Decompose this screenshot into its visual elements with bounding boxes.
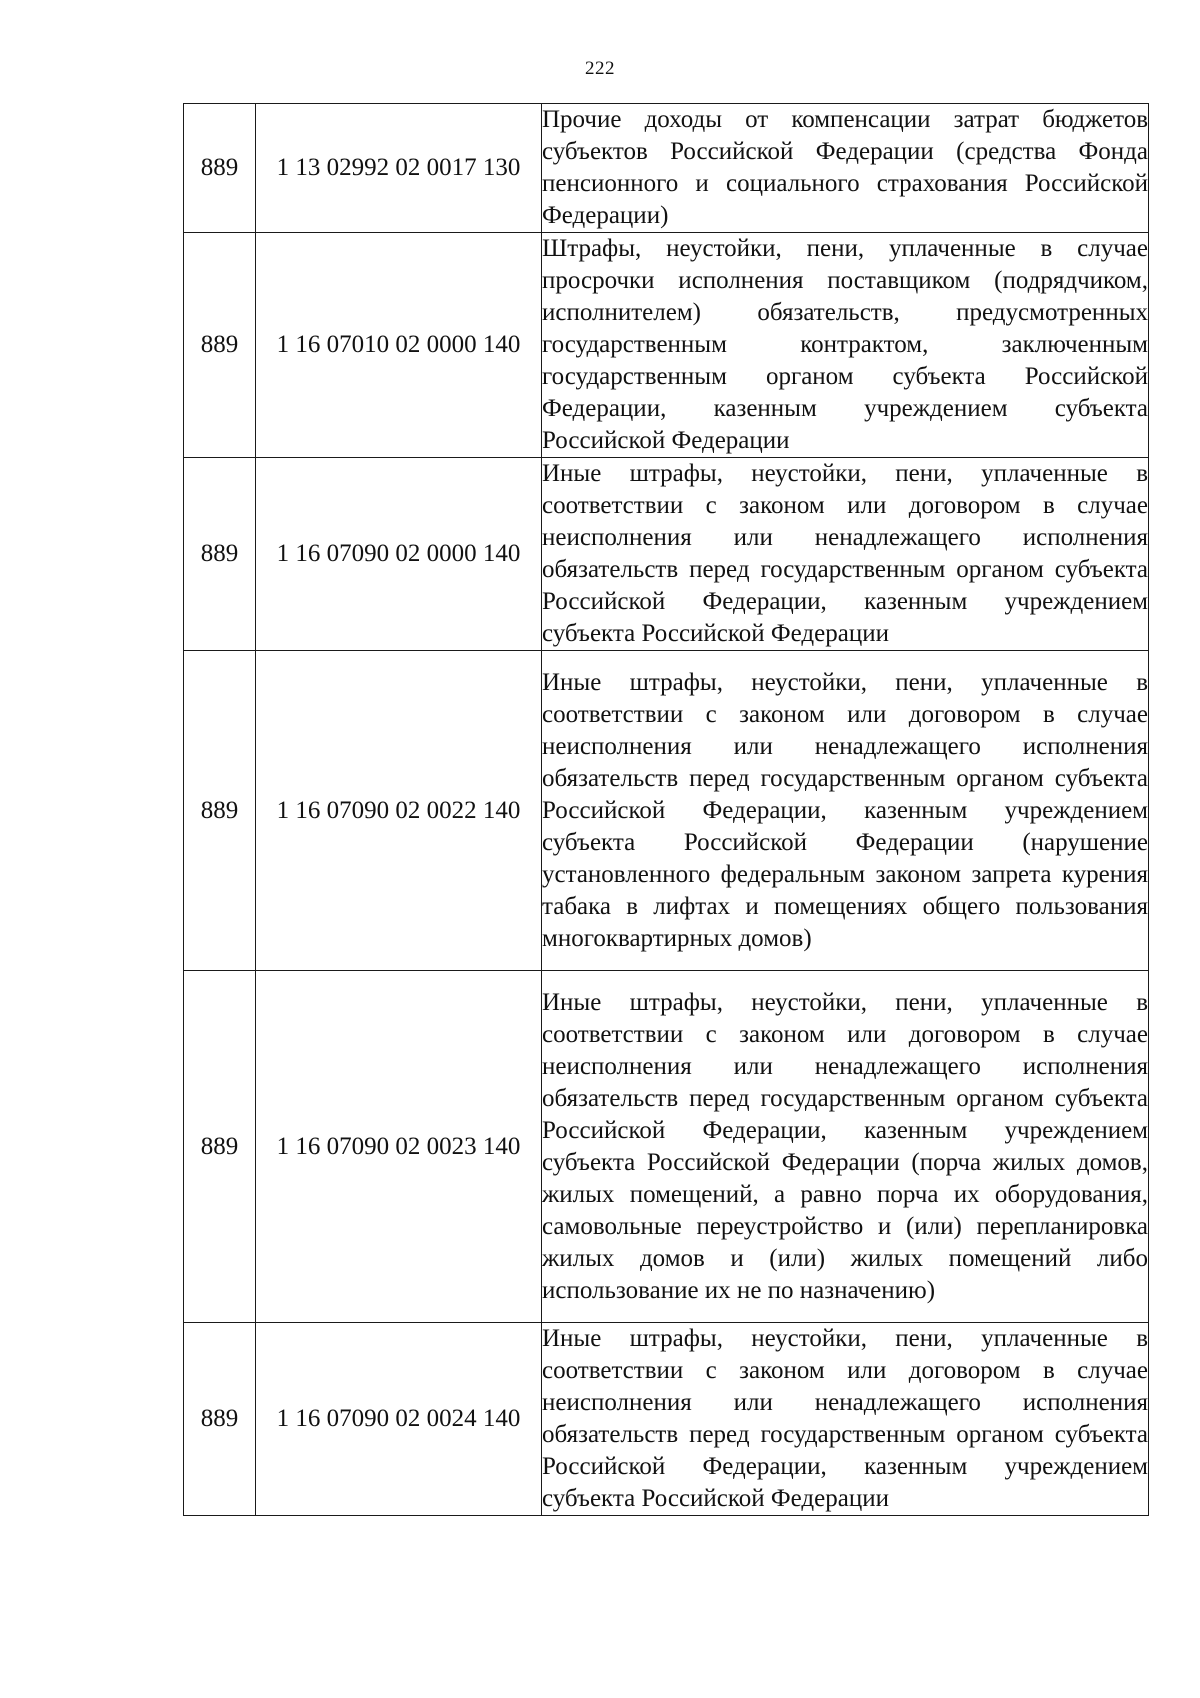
description-text: Прочие доходы от компенсации затрат бюджетов субъектов Российской Федерации (средства Фонда пенсионного и социального страхования Российской Федерации) [542, 106, 1148, 229]
admin-code-cell: 889 [184, 971, 256, 1323]
description-text: Иные штрафы, неустойки, пени, уплаченные в соответствии с законом или договором в случае неисполнения или ненадлежащего исполнения обязательств перед государственным органом субъекта Российской Федерации, казенным учреждением субъекта Российской Федерации (нарушение установленного федеральным законом запрета курения табака в лифтах и помещениях общего пользования многоквартирных домов) [542, 668, 1148, 952]
description-cell [542, 971, 1149, 1323]
budget-code-cell: 1 13 02992 02 0017 130 [256, 104, 542, 233]
admin-code-cell: 889 [184, 651, 256, 971]
budget-code-cell: 1 16 07090 02 0023 140 [256, 971, 542, 1323]
description-text: Иные штрафы, неустойки, пени, уплаченные в соответствии с законом или договором в случае неисполнения или ненадлежащего исполнения обязательств перед государственным органом субъекта Российской Федерации, казенным учреждением субъекта Российской Федерации (порча жилых домов, жилых помещений, а равно порча их оборудования, самовольные переустройство и (или) перепланировка жилых домов и (или) жилых помещений либо использование их не по назначению) [542, 988, 1148, 1304]
admin-code-cell: 889 [184, 233, 256, 458]
description-cell [542, 651, 1149, 971]
budget-code-cell: 1 16 07090 02 0024 140 [256, 1323, 542, 1516]
budget-code-cell: 1 16 07090 02 0022 140 [256, 651, 542, 971]
admin-code-cell: 889 [184, 458, 256, 651]
table-row [184, 233, 1149, 458]
description-cell [542, 1323, 1149, 1516]
table-row [184, 1323, 1149, 1516]
description-text: Иные штрафы, неустойки, пени, уплаченные в соответствии с законом или договором в случае неисполнения или ненадлежащего исполнения обязательств перед государственным органом субъекта Российской Федерации, казенным учреждением субъекта Российской Федерации [542, 460, 1148, 647]
budget-code-cell: 1 16 07090 02 0000 140 [256, 458, 542, 651]
admin-code-cell: 889 [184, 104, 256, 233]
page-number: 222 [585, 58, 615, 79]
description-cell [542, 458, 1149, 651]
table-row [184, 458, 1149, 651]
table-row [184, 104, 1149, 233]
description-cell [542, 233, 1149, 458]
budget-code-cell: 1 16 07010 02 0000 140 [256, 233, 542, 458]
table-row [184, 651, 1149, 971]
description-cell [542, 104, 1149, 233]
revenue-code-table [183, 103, 1149, 1516]
admin-code-cell: 889 [184, 1323, 256, 1516]
table-row [184, 971, 1149, 1323]
description-text: Штрафы, неустойки, пени, уплаченные в случае просрочки исполнения поставщиком (подрядчиком, исполнителем) обязательств, предусмотренных государственным контрактом, заключенным государственным органом субъекта Российской Федерации, казенным учреждением субъекта Российской Федерации [542, 235, 1148, 454]
description-text: Иные штрафы, неустойки, пени, уплаченные в соответствии с законом или договором в случае неисполнения или ненадлежащего исполнения обязательств перед государственным органом субъекта Российской Федерации, казенным учреждением субъекта Российской Федерации [542, 1325, 1148, 1512]
